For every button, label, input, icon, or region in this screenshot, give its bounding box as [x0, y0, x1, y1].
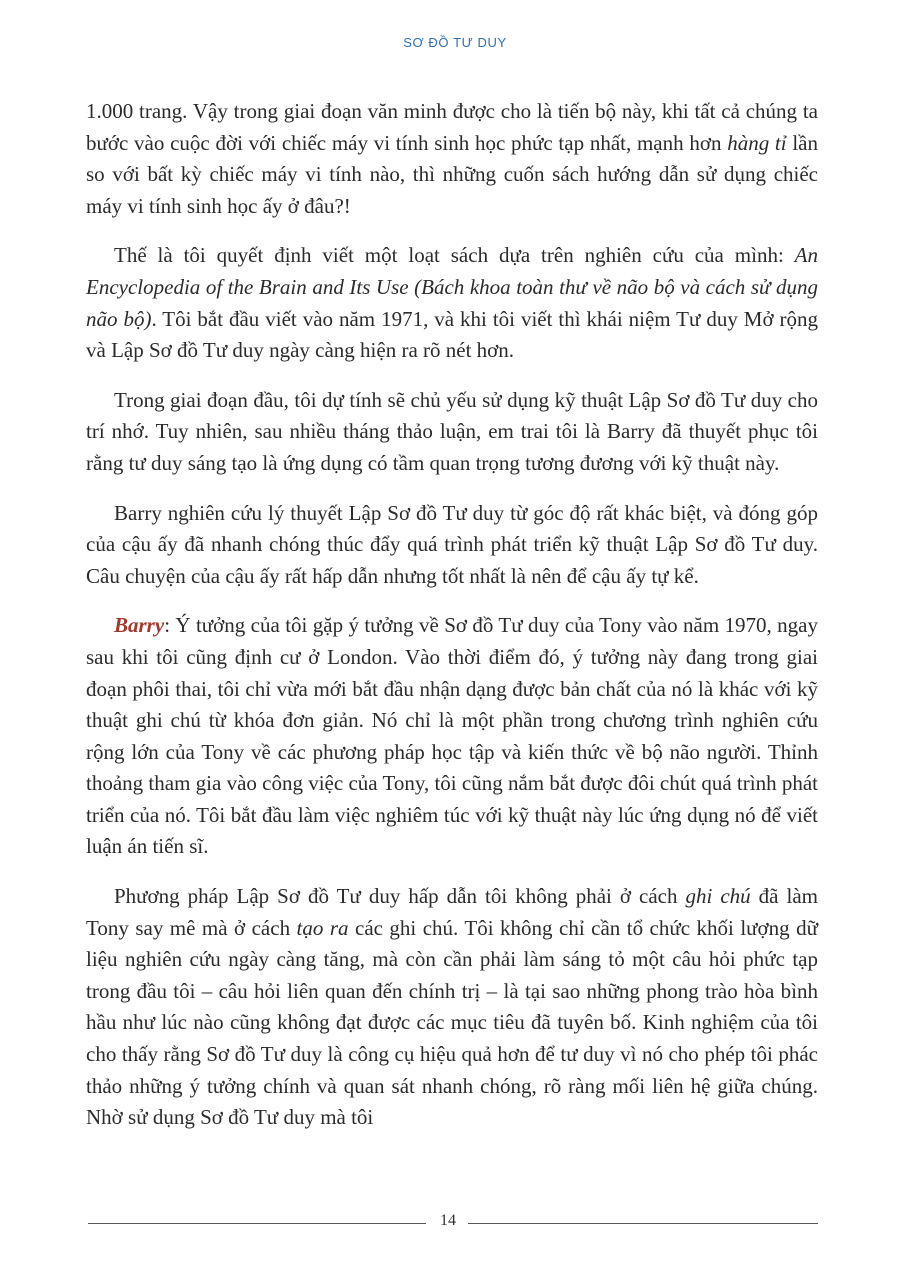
paragraph-2: Thế là tôi quyết định viết một loạt sách dựa trên nghiên cứu của mình: An Encyclopedia of the Brain and Its Use (Bách khoa toàn thư về não bộ và cách sử dụng não bộ). Tôi bắt đầu viết vào năm 1971, và khi tôi viết thì khái niệm Tư duy Mở rộng và Lập Sơ đồ Tư duy ngày càng hiện ra rõ nét hơn. [86, 243, 819, 363]
emphasis-text: ghi chú [685, 884, 751, 909]
running-header: SƠ ĐỒ TƯ DUY [403, 35, 507, 50]
paragraph-3: Trong giai đoạn đầu, tôi dự tính sẽ chủ yếu sử dụng kỹ thuật Lập Sơ đồ Tư duy cho trí nhớ. Tuy nhiên, sau nhiều tháng thảo luận, em trai tôi là Barry đã thuyết phục tôi rằng tư duy sáng tạo là ứng dụng có tầm quan trọng tương đương với kỹ thuật này. [86, 387, 818, 475]
paragraph-6: Phương pháp Lập Sơ đồ Tư duy hấp dẫn tôi không phải ở cách ghi chú đã làm Tony say mê mà ở cách tạo ra các ghi chú. Tôi không chỉ cần tổ chức khối lượng dữ liệu nghiên cứu ngày càng tăng, mà còn cần phải làm sáng tỏ một câu hỏi phức tạp trong đầu tôi – câu hỏi liên quan đến chính trị – là tại sao những phong trào hòa bình hầu như lúc nào cũng không đạt được các mục tiêu đã tuyên bố. Kinh nghiệm của tôi cho thấy rằng Sơ đồ Tư duy là công cụ hiệu quả hơn để tư duy vì nó cho phép tôi phác thảo những ý tưởng chính và quan sát nhanh chóng, rõ ràng mối liên hệ giữa chúng. Nhờ sử dụng Sơ đồ Tư duy mà tôi [86, 884, 818, 1130]
emphasis-text: tạo ra [296, 915, 349, 940]
book-title: An Encyclopedia of the Brain and Its Use (Bách khoa toàn thư về não bộ và cách sử dụng não bộ) [86, 243, 818, 331]
page-footer [88, 1212, 818, 1234]
footer-rule-left [88, 1223, 426, 1224]
paragraph-4: Barry nghiên cứu lý thuyết Lập Sơ đồ Tư duy từ góc độ rất khác biệt, và đóng góp của cậu ấy đã nhanh chóng thúc đẩy quá trình phát triển kỹ thuật Lập Sơ đồ Tư duy. Câu chuyện của cậu ấy rất hấp dẫn nhưng tốt nhất là nên để cậu ấy tự kể. [86, 500, 818, 588]
speaker-name: Barry [114, 613, 165, 638]
paragraph-1: 1.000 trang. Vậy trong giai đoạn văn minh được cho là tiến bộ này, khi tất cả chúng ta bước vào cuộc đời với chiếc máy vi tính sinh học phức tạp nhất, mạnh hơn hàng tỉ lần so với bất kỳ chiếc máy vi tính nào, thì những cuốn sách hướng dẫn sử dụng chiếc máy vi tính sinh học ấy ở đâu?! [86, 99, 818, 218]
page-body [86, 96, 818, 1152]
footer-rule-right [468, 1223, 818, 1224]
page-number: 14 [440, 1212, 456, 1229]
paragraph-5: Barry: Ý tưởng của tôi gặp ý tưởng về Sơ đồ Tư duy của Tony vào năm 1970, ngay sau khi tôi cũng định cư ở London. Vào thời điểm đó, ý tưởng này đang trong giai đoạn phôi thai, tôi chỉ vừa mới bắt đầu nhận dạng được bản chất của nó là khác với kỹ thuật ghi chú từ khóa đơn giản. Nó chỉ là một phần trong chương trình nghiên cứu rộng lớn của Tony về các phương pháp học tập và kiến thức về bộ não người. Thỉnh thoảng tham gia vào công việc của Tony, tôi cũng nắm bắt được đôi chút quá trình phát triển của nó. Tôi bắt đầu làm việc nghiêm túc với kỹ thuật này lúc ứng dụng nó để viết luận án tiến sĩ. [86, 613, 818, 859]
emphasis-text: hàng tỉ [727, 130, 787, 155]
